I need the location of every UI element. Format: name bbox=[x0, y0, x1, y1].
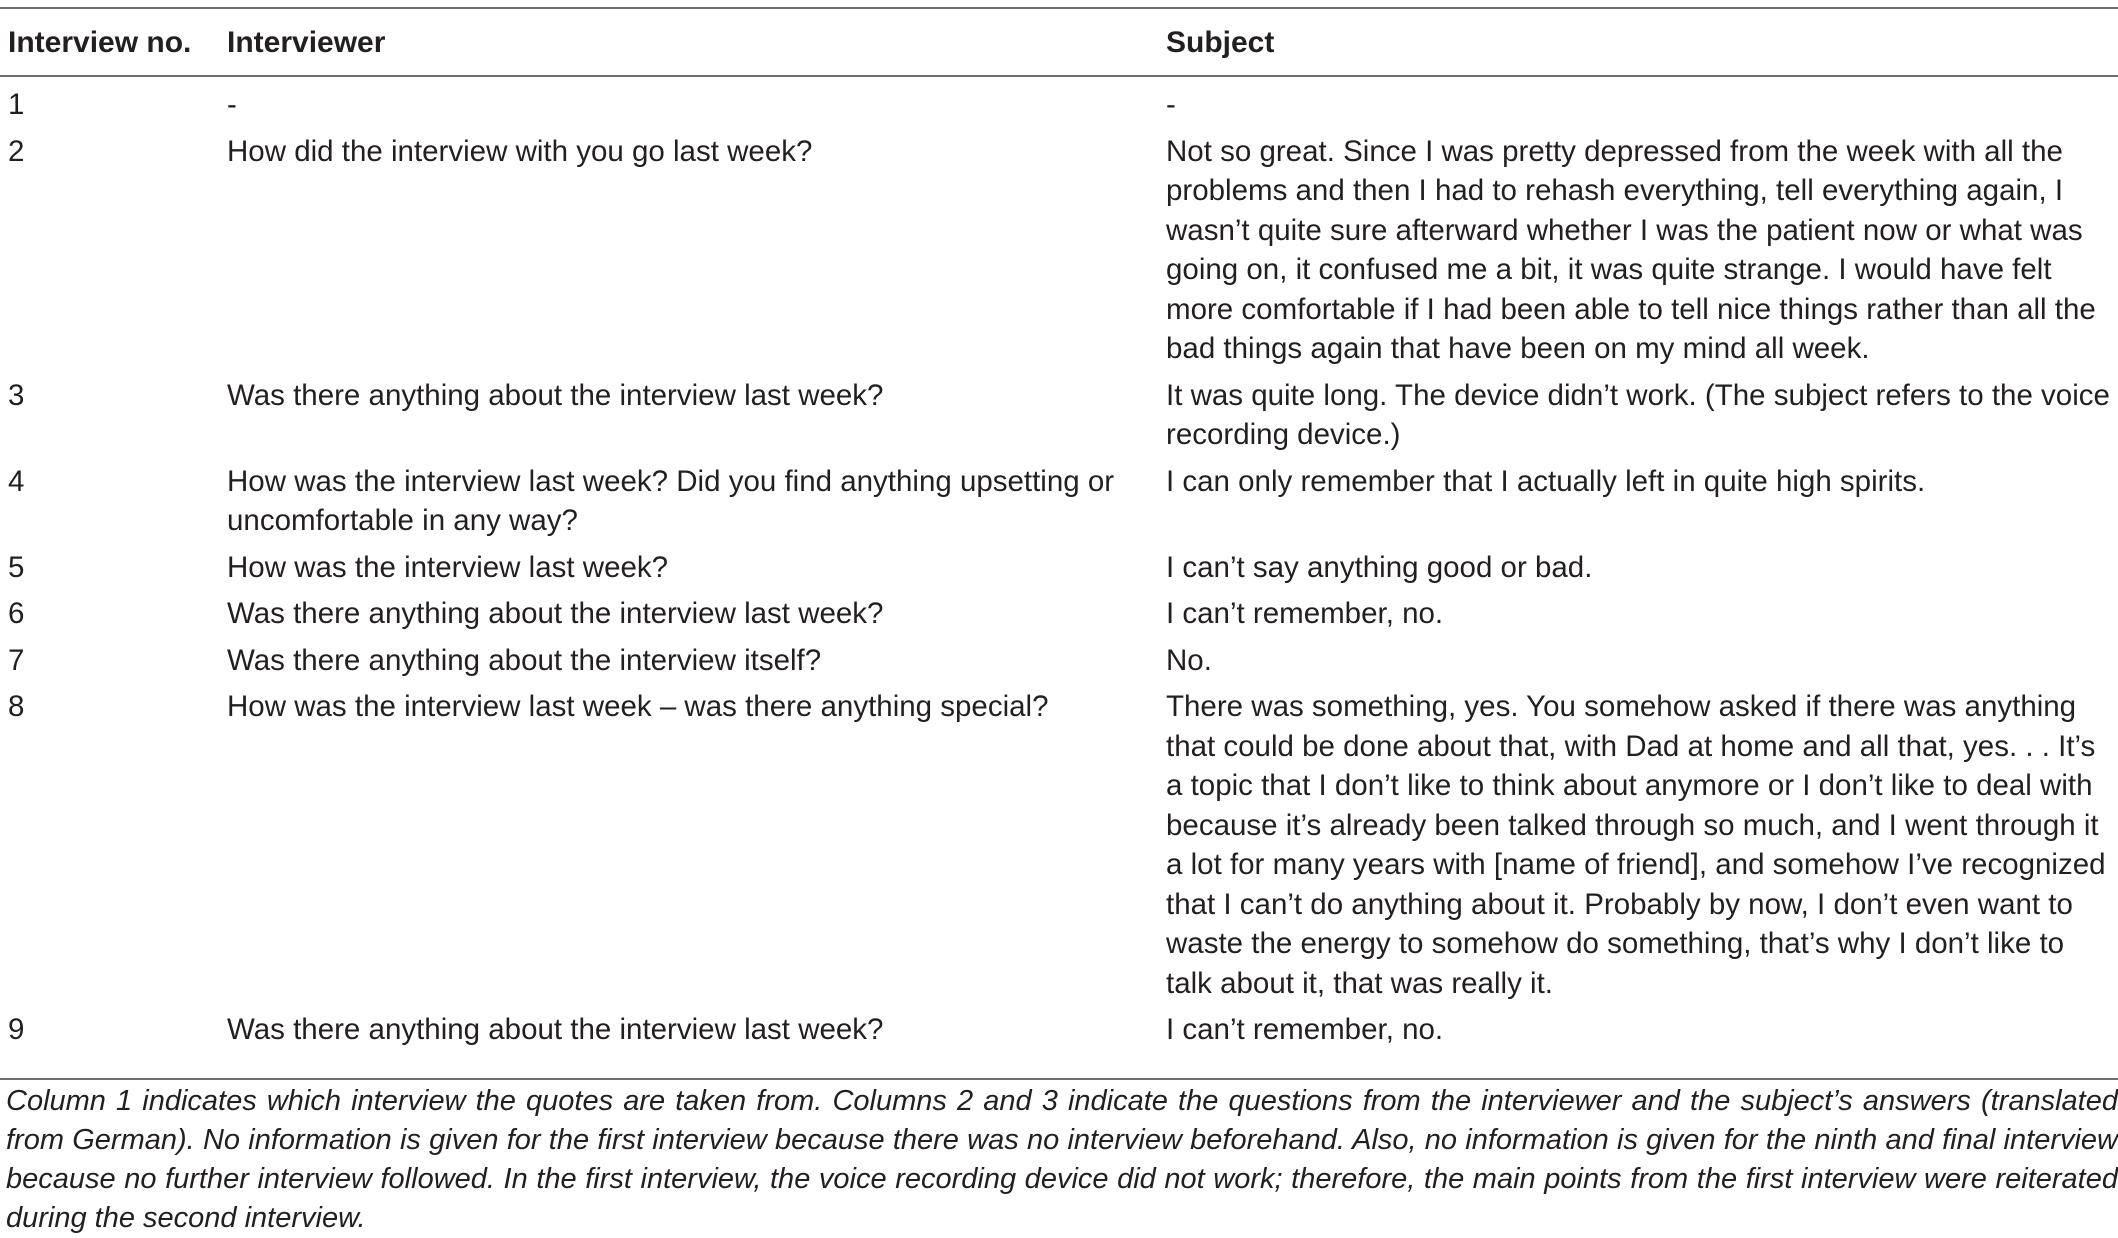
interview-table bbox=[0, 10, 2118, 1057]
cell-subject: There was something, yes. You somehow asked if there was anything that could be done about that, with Dad at home and all that, yes. . . It’s a topic that I don’t like to think about anymore or I don’t like to deal with because it’s already been talked through so much, and I went through it a lot for many years with [name of friend], and somehow I’ve recognized that I can’t do anything about it. Probably by now, I don’t even want to waste the energy to somehow do something, that’s why I don’t like to talk about it, that was really it. bbox=[1166, 690, 2106, 1000]
cell-interviewer: Was there anything about the interview last week? bbox=[227, 1013, 884, 1046]
table-row bbox=[0, 687, 2118, 1010]
table-row bbox=[0, 548, 2118, 595]
cell-interviewer: How was the interview last week? Did you find anything upsetting or uncomfortable in any way? bbox=[227, 464, 1115, 537]
cell-interview-no: 7 bbox=[8, 643, 25, 677]
cell-interviewer: How was the interview last week – was there anything special? bbox=[227, 690, 1049, 723]
cell-subject: Not so great. Since I was pretty depressed from the week with all the problems and then I had to rehash everything, tell everything again, I wasn’t quite sure afterward whether I was the patient now or what was going on, it confused me a bit, it was quite strange. I would have felt more comfortable if I had been able to tell nice things rather than all the bad things again that have been on my mind all week. bbox=[1166, 134, 2096, 365]
cell-interview-no: 8 bbox=[8, 690, 25, 723]
header-interview-no: Interview no. bbox=[8, 25, 192, 59]
table-row bbox=[0, 594, 2118, 641]
cell-interviewer: Was there anything about the interview last week? bbox=[227, 378, 884, 412]
table-row bbox=[0, 132, 2118, 376]
table-row bbox=[0, 1010, 2118, 1057]
cell-subject: It was quite long. The device didn’t work. (The subject refers to the voice recording device.) bbox=[1166, 378, 2110, 451]
table-caption: Column 1 indicates which interview the quotes are taken from. Columns 2 and 3 indicate the questions from the interviewer and the subject’s answers (translated from German). No information is given for the first interview because there was no interview beforehand. Also, no information is given for the ninth and final interview because no further interview followed. In the first interview, the voice recording device did not work; therefore, the main points from the first interview were reiterated during the second interview. bbox=[6, 1085, 2118, 1234]
header-interviewer: Interviewer bbox=[227, 25, 386, 59]
cell-interview-no: 4 bbox=[8, 464, 25, 498]
cell-interview-no: 1 bbox=[8, 88, 25, 121]
cell-interview-no: 9 bbox=[8, 1013, 25, 1046]
cell-interviewer: Was there anything about the interview last week? bbox=[227, 597, 884, 630]
table-body bbox=[0, 75, 2118, 1057]
cell-interviewer: - bbox=[227, 88, 237, 121]
cell-subject: I can’t say anything good or bad. bbox=[1166, 550, 1593, 584]
table-bottom-rule bbox=[0, 1078, 2118, 1080]
cell-subject: - bbox=[1166, 88, 1176, 121]
cell-subject: I can only remember that I actually left in quite high spirits. bbox=[1166, 464, 1926, 498]
cell-interview-no: 3 bbox=[8, 378, 25, 412]
header-subject: Subject bbox=[1166, 25, 1275, 59]
cell-interview-no: 6 bbox=[8, 597, 25, 630]
table-row bbox=[0, 376, 2118, 462]
cell-subject: I can’t remember, no. bbox=[1166, 1013, 1444, 1046]
cell-interviewer: How did the interview with you go last week? bbox=[227, 134, 813, 168]
table-header-row bbox=[0, 10, 2118, 75]
cell-subject: No. bbox=[1166, 643, 1212, 677]
cell-interview-no: 2 bbox=[8, 134, 25, 168]
table-row bbox=[0, 641, 2118, 688]
cell-interviewer: Was there anything about the interview itself? bbox=[227, 643, 822, 677]
table-row bbox=[0, 462, 2118, 548]
cell-interviewer: How was the interview last week? bbox=[227, 550, 669, 584]
cell-interview-no: 5 bbox=[8, 550, 25, 584]
table-top-rule bbox=[0, 7, 2118, 9]
table-header bbox=[0, 10, 2118, 75]
table-row bbox=[0, 75, 2118, 132]
cell-subject: I can’t remember, no. bbox=[1166, 597, 1444, 630]
